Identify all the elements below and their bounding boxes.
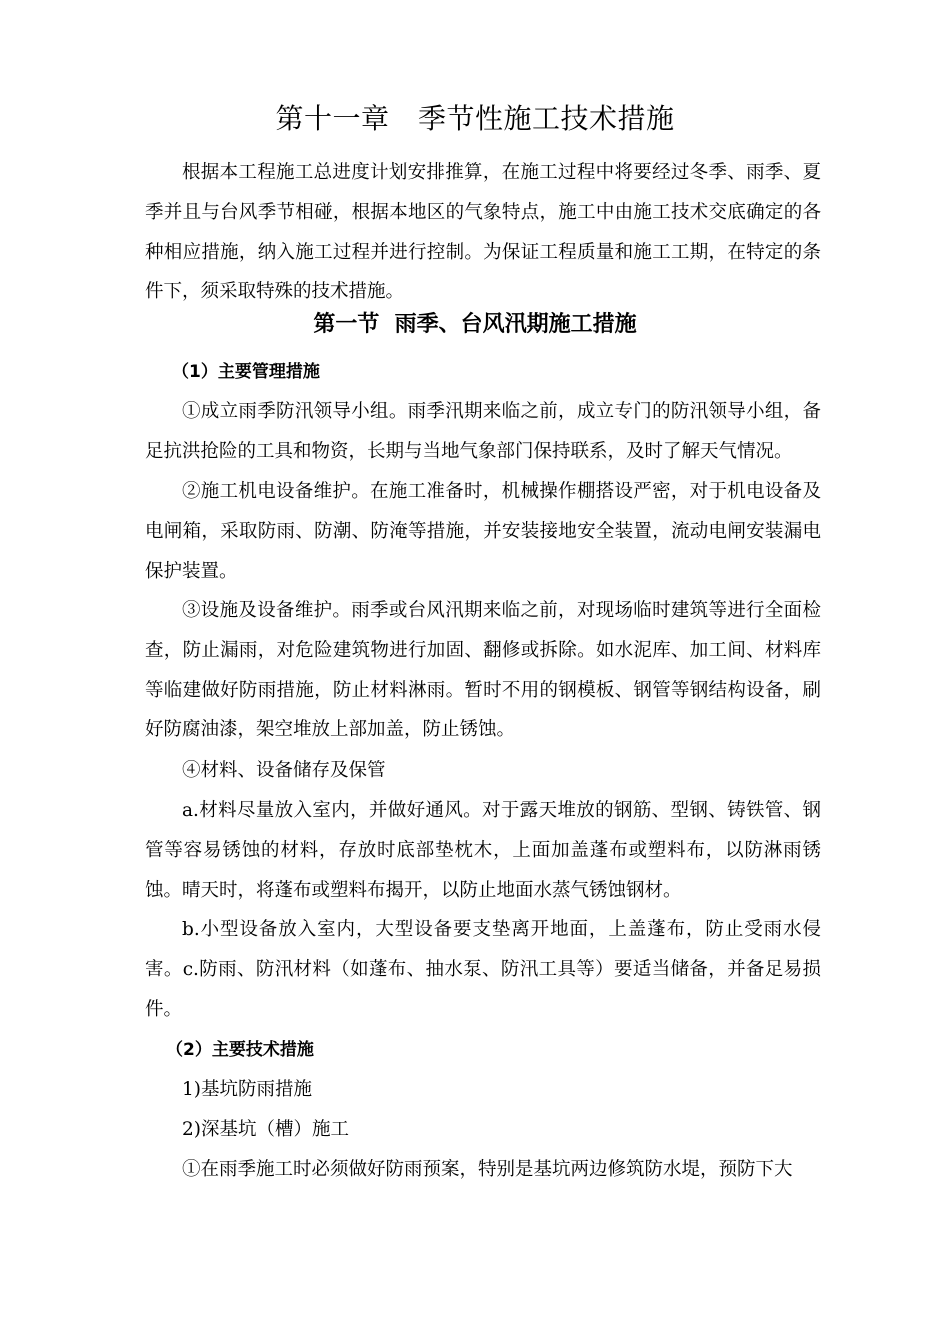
management-item-1: ①成立雨季防汛领导小组。雨季汛期来临之前，成立专门的防汛领导小组，备足抗洪抢险的工具和物资，长期与当地气象部门保持联系，及时了解天气情况。 [145,401,821,462]
technical-item-2: 2)深基坑（槽）施工 [182,1119,349,1140]
intro-paragraph: 根据本工程施工总进度计划安排推算，在施工过程中将要经过冬季、雨季、夏季并且与台风季节相碰，根据本地区的气象特点，施工中由施工技术交底确定的各种相应措施，纳入施工过程并进行控制。为保证工程质量和施工工期，在特定的条件下，须采取特殊的技术措施。 [145,162,821,303]
management-item-4bc: b.小型设备放入室内，大型设备要支垫离开地面，上盖蓬布，防止受雨水侵害。c.防雨、防汛材料（如蓬布、抽水泵、防汛工具等）要适当储备，并备足易损件。 [145,919,821,1020]
management-item-4: ④材料、设备储存及保管 [182,760,386,781]
technical-item-1: 1)基坑防雨措施 [182,1079,312,1100]
section-title: 第一节 雨季、台风汛期施工措施 [313,312,637,337]
management-item-4a: a.材料尽量放入室内，并做好通风。对于露天堆放的钢筋、型钢、铸铁管、钢管等容易锈蚀的材料，存放时底部垫枕木，上面加盖蓬布或塑料布，以防淋雨锈蚀。晴天时，将蓬布或塑料布揭开，以防止地面水蒸气锈蚀钢材。 [145,800,821,901]
technical-item-2a: ①在雨季施工时必须做好防雨预案，特别是基坑两边修筑防水堤，预防下大 [182,1159,793,1180]
management-heading: （1）主要管理措施 [172,362,320,382]
management-item-2: ②施工机电设备维护。在施工准备时，机械操作棚搭设严密，对于机电设备及电闸箱，采取防雨、防潮、防淹等措施，并安装接地安全装置，流动电闸安装漏电保护装置。 [145,481,821,582]
technical-heading: （2）主要技术措施 [166,1040,314,1060]
chapter-title: 第十一章 季节性施工技术措施 [275,102,675,135]
management-item-3: ③设施及设备维护。雨季或台风汛期来临之前，对现场临时建筑等进行全面检查，防止漏雨，对危险建筑物进行加固、翻修或拆除。如水泥库、加工间、材料库等临建做好防雨措施，防止材料淋雨。暂时不用的钢模板、钢管等钢结构设备，刷好防腐油漆，架空堆放上部加盖，防止锈蚀。 [145,600,821,741]
